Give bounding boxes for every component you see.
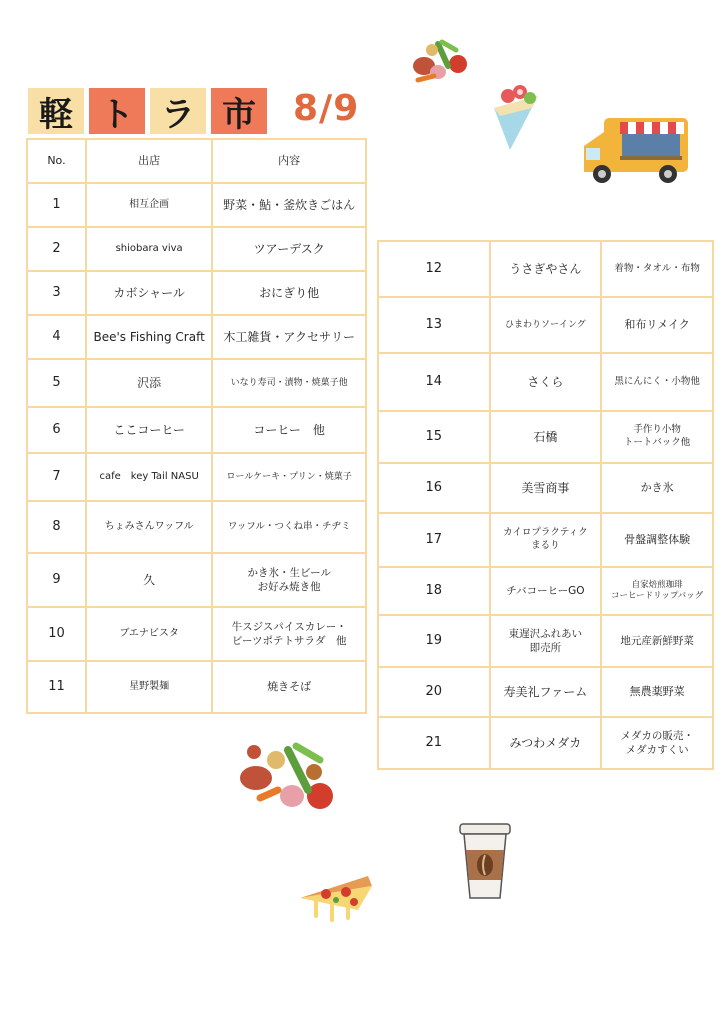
row-shop: ここコーヒー bbox=[86, 407, 212, 453]
row-shop: ひまわりソーイング bbox=[490, 297, 602, 353]
table-row bbox=[378, 567, 713, 615]
row-no: 6 bbox=[27, 407, 86, 453]
row-no: 10 bbox=[27, 607, 86, 661]
row-shop: cafe key Tail NASU bbox=[86, 453, 212, 501]
row-shop: 東遅沢ふれあい 即売所 bbox=[490, 615, 602, 667]
row-content: 自家焙煎珈琲 コーヒードリップバッグ bbox=[601, 567, 713, 615]
table-row bbox=[378, 353, 713, 411]
row-content: メダカの販売・ メダカすくい bbox=[601, 717, 713, 769]
row-no: 16 bbox=[378, 463, 490, 513]
row-content: 手作り小物 トートバック他 bbox=[601, 411, 713, 463]
row-shop: ブエナビスタ bbox=[86, 607, 212, 661]
row-content: おにぎり他 bbox=[212, 271, 366, 315]
table-row bbox=[27, 227, 366, 271]
event-title bbox=[28, 88, 272, 134]
row-shop: 相互企画 bbox=[86, 183, 212, 227]
table-row bbox=[27, 359, 366, 407]
row-no: 2 bbox=[27, 227, 86, 271]
row-content: 着物・タオル・布物 bbox=[601, 241, 713, 297]
table-row bbox=[27, 271, 366, 315]
food-truck-icon bbox=[582, 112, 692, 190]
title-char: ラ bbox=[150, 88, 206, 134]
row-content: 焼きそば bbox=[212, 661, 366, 713]
row-content: ツアーデスク bbox=[212, 227, 366, 271]
row-shop: みつわメダカ bbox=[490, 717, 602, 769]
table-row bbox=[378, 615, 713, 667]
table-row bbox=[378, 297, 713, 353]
row-content: 地元産新鮮野菜 bbox=[601, 615, 713, 667]
row-shop: 星野製麺 bbox=[86, 661, 212, 713]
pizza-slice-icon bbox=[296, 872, 376, 924]
row-content: 無農薬野菜 bbox=[601, 667, 713, 717]
row-shop: カボシャール bbox=[86, 271, 212, 315]
row-no: 15 bbox=[378, 411, 490, 463]
table-row bbox=[27, 315, 366, 359]
row-no: 19 bbox=[378, 615, 490, 667]
row-content: かき氷 bbox=[601, 463, 713, 513]
row-content: ロールケーキ・プリン・焼菓子 bbox=[212, 453, 366, 501]
row-shop: ちょみさんワッフル bbox=[86, 501, 212, 553]
row-content: コーヒー 他 bbox=[212, 407, 366, 453]
row-content: 木工雑貨・アクセサリー bbox=[212, 315, 366, 359]
table-row bbox=[27, 661, 366, 713]
title-char: 軽 bbox=[28, 88, 84, 134]
row-shop: 沢添 bbox=[86, 359, 212, 407]
row-no: 21 bbox=[378, 717, 490, 769]
row-shop: shiobara viva bbox=[86, 227, 212, 271]
row-shop: Bee's Fishing Craft bbox=[86, 315, 212, 359]
header-content: 内容 bbox=[212, 139, 366, 183]
row-shop: カイロプラクティク まるり bbox=[490, 513, 602, 567]
coffee-cup-icon bbox=[456, 822, 514, 900]
title-char: 市 bbox=[211, 88, 267, 134]
row-no: 7 bbox=[27, 453, 86, 501]
row-no: 8 bbox=[27, 501, 86, 553]
crepe-icon bbox=[488, 78, 544, 152]
row-shop: 久 bbox=[86, 553, 212, 607]
table-row bbox=[27, 553, 366, 607]
row-no: 9 bbox=[27, 553, 86, 607]
row-content: かき氷・生ビール お好み焼き他 bbox=[212, 553, 366, 607]
row-content: 野菜・鮎・釜炊きごはん bbox=[212, 183, 366, 227]
row-no: 18 bbox=[378, 567, 490, 615]
vendor-table-left bbox=[26, 138, 367, 714]
header-no: No. bbox=[27, 139, 86, 183]
vendor-table-right bbox=[377, 240, 714, 770]
row-no: 20 bbox=[378, 667, 490, 717]
table-row bbox=[378, 717, 713, 769]
row-content: ワッフル・つくね串・チヂミ bbox=[212, 501, 366, 553]
row-shop: うさぎやさん bbox=[490, 241, 602, 297]
header-shop: 出店 bbox=[86, 139, 212, 183]
row-shop: 石橋 bbox=[490, 411, 602, 463]
table-row bbox=[27, 407, 366, 453]
vegetables-icon bbox=[236, 738, 340, 814]
event-date: 8/9 bbox=[293, 88, 360, 129]
row-no: 3 bbox=[27, 271, 86, 315]
row-no: 12 bbox=[378, 241, 490, 297]
table-row bbox=[27, 501, 366, 553]
table-row bbox=[27, 453, 366, 501]
table-row bbox=[378, 411, 713, 463]
row-no: 11 bbox=[27, 661, 86, 713]
table-row bbox=[378, 241, 713, 297]
row-content: 牛スジスパイスカレー・ ビーツポテトサラダ 他 bbox=[212, 607, 366, 661]
row-content: 骨盤調整体験 bbox=[601, 513, 713, 567]
table-row bbox=[378, 463, 713, 513]
row-shop: さくら bbox=[490, 353, 602, 411]
row-no: 14 bbox=[378, 353, 490, 411]
table-header-row bbox=[27, 139, 366, 183]
row-no: 1 bbox=[27, 183, 86, 227]
row-shop: 寿美礼ファーム bbox=[490, 667, 602, 717]
row-shop: チバコーヒーGO bbox=[490, 567, 602, 615]
row-no: 17 bbox=[378, 513, 490, 567]
table-row bbox=[378, 513, 713, 567]
row-no: 4 bbox=[27, 315, 86, 359]
row-content: 黒にんにく・小物他 bbox=[601, 353, 713, 411]
row-no: 13 bbox=[378, 297, 490, 353]
title-char: ト bbox=[89, 88, 145, 134]
row-shop: 美雪商事 bbox=[490, 463, 602, 513]
table-row bbox=[27, 607, 366, 661]
row-content: 和布リメイク bbox=[601, 297, 713, 353]
table-row bbox=[27, 183, 366, 227]
table-row bbox=[378, 667, 713, 717]
vegetables-icon bbox=[408, 36, 474, 88]
row-no: 5 bbox=[27, 359, 86, 407]
row-content: いなり寿司・漬物・焼菓子他 bbox=[212, 359, 366, 407]
